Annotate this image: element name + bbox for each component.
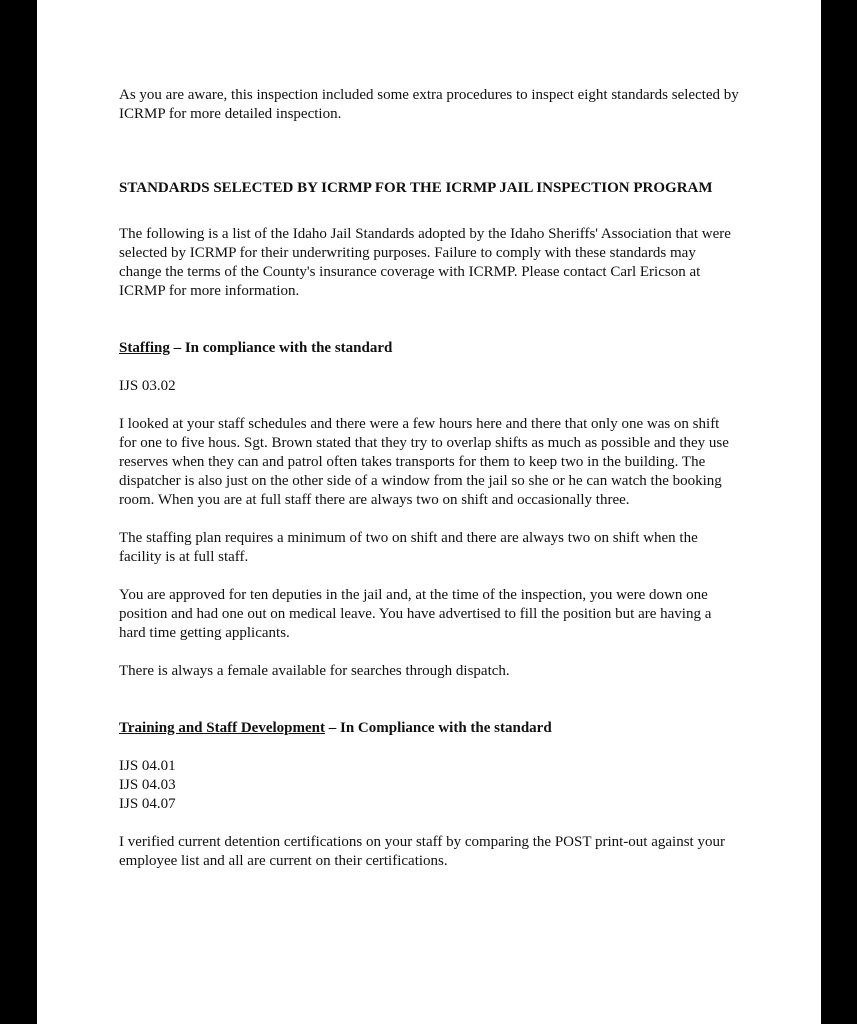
training-title-label: Training and Staff Development xyxy=(119,720,325,736)
document-page xyxy=(37,0,821,1024)
standard-code: IJS 04.07 xyxy=(119,796,176,812)
staffing-paragraph: There is always a female available for searches through dispatch. xyxy=(119,663,510,679)
heading-paragraph: The following is a list of the Idaho Jail Standards adopted by the Idaho Sheriffs' Association that were selected by ICRMP for their underwriting purposes. Failure to comply with these standards may change the terms of the County's insurance coverage with ICRMP. Please contact Carl Ericson at ICRMP for more information. xyxy=(119,226,731,299)
staffing-paragraph: The staffing plan requires a minimum of two on shift and there are always two on shift when the facility is at full staff. xyxy=(119,530,698,565)
training-codes xyxy=(119,757,739,814)
staffing-paragraph: You are approved for ten deputies in the jail and, at the time of the inspection, you were down one position and had one out on medical leave. You have advertised to fill the position but are having a hard time getting applicants. xyxy=(119,587,712,641)
training-paragraph: I verified current detention certifications on your staff by comparing the POST print-out against your employee list and all are current on their certifications. xyxy=(119,834,725,869)
staffing-codes xyxy=(119,377,739,396)
standard-code: IJS 04.03 xyxy=(119,777,176,793)
staffing-status: – In compliance with the standard xyxy=(169,340,393,356)
staffing-title-label: Staffing xyxy=(119,340,170,356)
staffing-paragraph: I looked at your staff schedules and there were a few hours here and there that only one was on shift for one to five hous. Sgt. Brown stated that they try to overlap shifts as much as possible and they use reserves when they can and patrol often takes transports for them to keep two in the building. The dispatcher is also just on the other side of a window from the jail so she or he can watch the booking room. When you are at full staff there are always two on shift and occasionally three. xyxy=(119,416,729,508)
intro-paragraph: As you are aware, this inspection included some extra procedures to inspect eight standards selected by ICRMP for more detailed inspection. xyxy=(119,87,739,122)
staffing-title xyxy=(119,339,739,358)
staffing-section xyxy=(119,339,739,681)
document-body xyxy=(119,86,739,890)
training-section xyxy=(119,719,739,871)
standard-code: IJS 03.02 xyxy=(119,378,176,394)
training-status: – In Compliance with the standard xyxy=(324,720,552,736)
section-heading: STANDARDS SELECTED BY ICRMP FOR THE ICRMP JAIL INSPECTION PROGRAM xyxy=(119,180,713,196)
training-title xyxy=(119,719,739,738)
standard-code: IJS 04.01 xyxy=(119,758,176,774)
